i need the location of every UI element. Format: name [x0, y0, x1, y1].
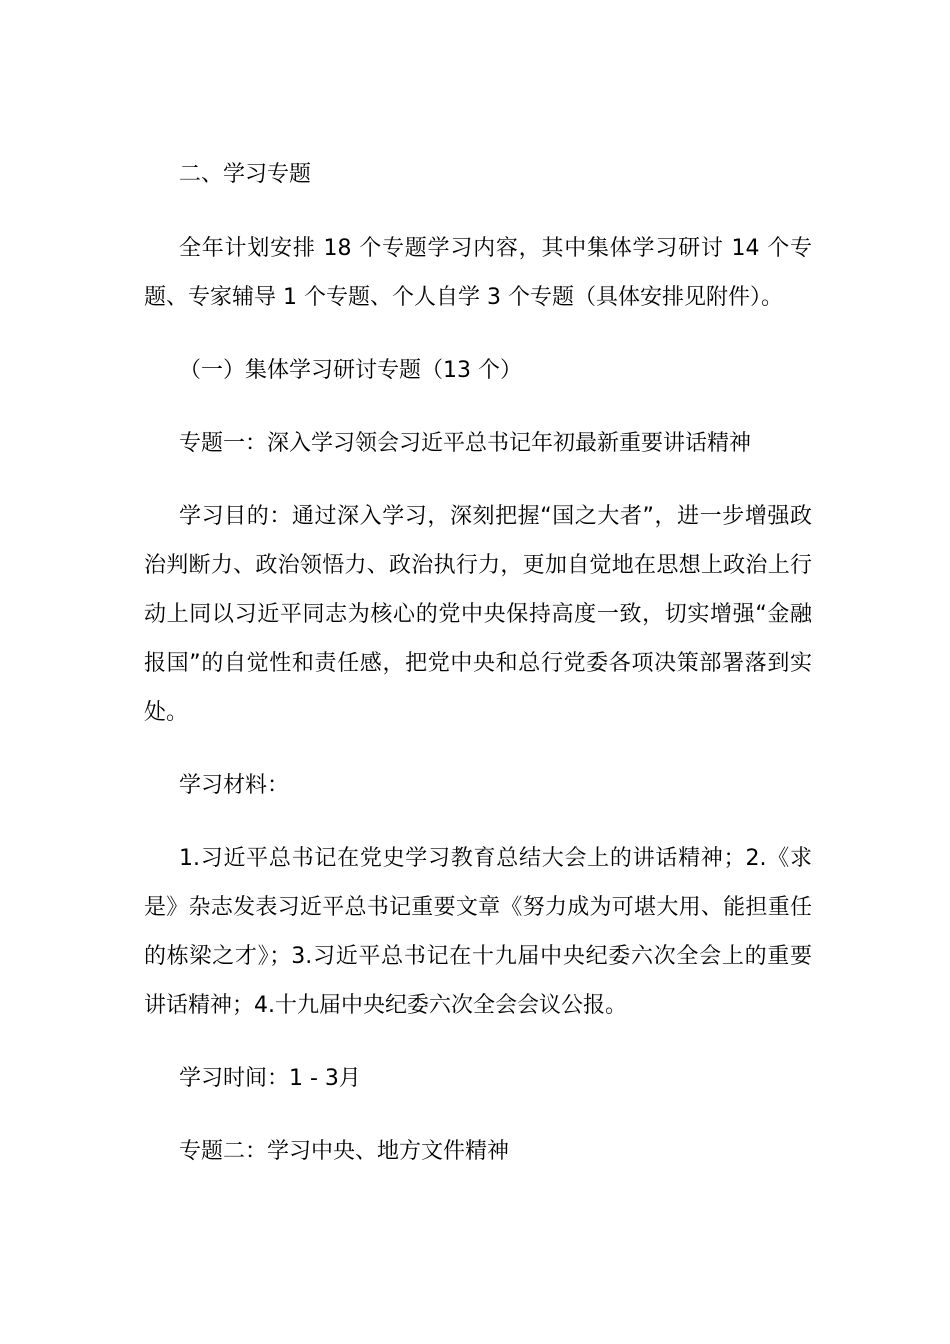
topic-one-purpose: 学习目的：通过深入学习，深刻把握“国之大者”，进一步增强政治判断力、政治领悟力、政治执行力，更加自觉地在思想上政治上行动上同以习近平同志为核心的党中央保持高度一致，切实增强“金融报国”的自觉性和责任感，把党中央和总行党委各项决策部署落到实处。 [144, 504, 812, 725]
subsection-heading: （一）集体学习研讨专题（13 个） [179, 358, 522, 383]
intro-paragraph: 全年计划安排 18 个专题学习内容，其中集体学习研讨 14 个专题、专家辅导 1 个专题、个人自学 3 个专题（具体安排见附件）。 [144, 236, 812, 310]
document-body [144, 150, 812, 1176]
topic-two-title: 专题二：学习中央、地方文件精神 [179, 1139, 510, 1164]
topic-one-time: 学习时间：1 - 3月 [179, 1066, 361, 1091]
section-heading: 二、学习专题 [179, 162, 312, 187]
topic-one-title: 专题一：深入学习领会习近平总书记年初最新重要讲话精神 [179, 431, 752, 456]
topic-one-materials: 1.习近平总书记在党史学习教育总结大会上的讲话精神；2.《求是》杂志发表习近平总书记重要文章《努力成为可堪大用、能担重任的栋梁之才》；3.习近平总书记在十九届中央纪委六次全会上的重要讲话精神；4.十九届中央纪委六次全会会议公报。 [144, 846, 812, 1018]
topic-one-materials-label: 学习材料： [179, 773, 290, 798]
